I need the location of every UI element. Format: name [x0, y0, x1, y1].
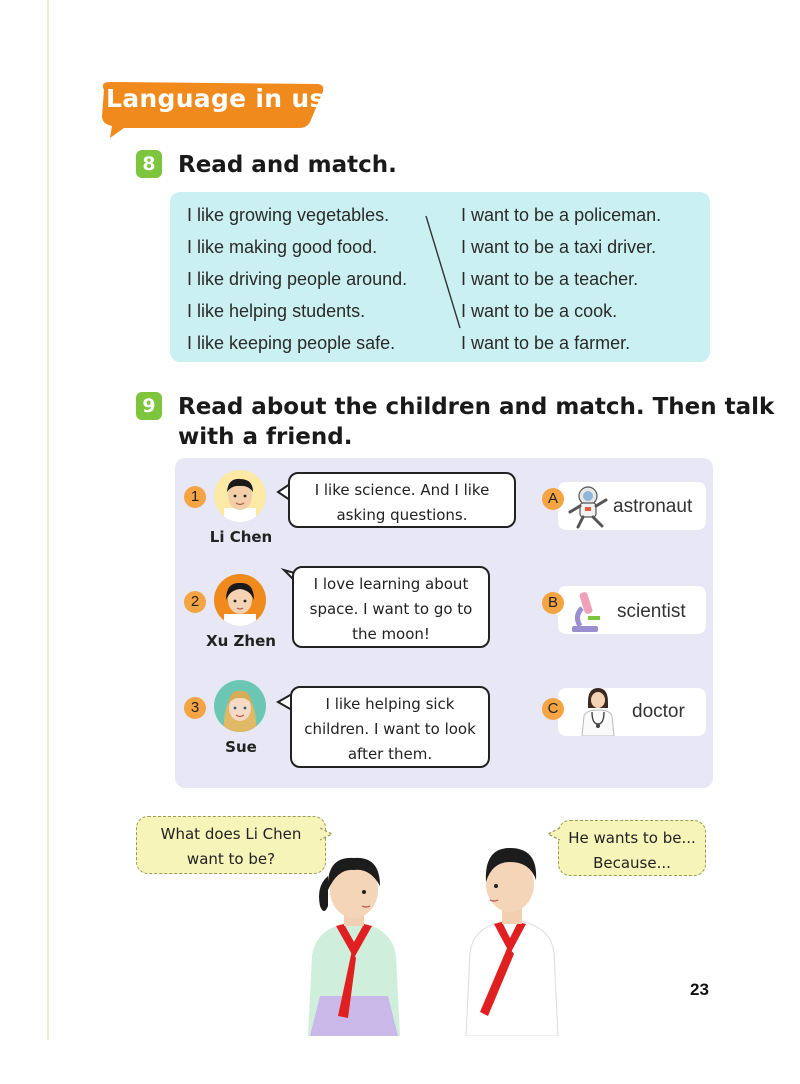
child-avatar — [214, 574, 266, 626]
page-number: 23 — [690, 980, 709, 999]
job-label: scientist — [617, 601, 686, 622]
bubble-line: asking questions. — [336, 506, 468, 524]
bubble-line: He wants to be... — [568, 829, 696, 847]
bubble-line: I love learning about — [313, 575, 469, 593]
match-right-item[interactable]: I want to be a policeman. — [461, 205, 662, 225]
bubble-line: children. I want to look — [304, 720, 476, 738]
job-letter: C — [542, 698, 564, 720]
exercise-9-number: 9 — [136, 392, 162, 420]
girl-blonde-face-icon — [214, 680, 266, 732]
bubble-line: want to be? — [186, 850, 276, 868]
child-number: 1 — [184, 486, 206, 508]
speech-bubble — [290, 686, 490, 768]
job-label: doctor — [632, 701, 685, 722]
girl-face-icon — [214, 574, 266, 626]
exercise-8-title: Read and match. — [178, 152, 397, 178]
match-right-item[interactable]: I want to be a farmer. — [461, 333, 631, 353]
match-left-item[interactable]: I like keeping people safe. — [187, 333, 396, 353]
job-label: astronaut — [613, 496, 693, 517]
child-name: Xu Zhen — [206, 632, 276, 650]
page-margin-line — [47, 0, 49, 1040]
match-left-column — [187, 200, 407, 360]
exercise-9-title-line2: with a friend. — [178, 424, 353, 450]
match-right-item[interactable]: I want to be a taxi driver. — [461, 237, 657, 257]
bubble-line: I like science. And I like — [314, 481, 490, 499]
child-name: Li Chen — [209, 528, 273, 546]
answer-bubble — [558, 820, 706, 876]
bubble-line: Because... — [593, 854, 671, 872]
section-title: Language in use — [106, 84, 342, 113]
job-letter: B — [542, 592, 564, 614]
question-bubble-tail — [318, 826, 336, 844]
bubble-line: I like helping sick — [325, 695, 455, 713]
child-number: 3 — [184, 697, 206, 719]
boy-student-image — [460, 836, 564, 1036]
speech-bubble — [288, 472, 516, 528]
boy-face-icon — [214, 470, 266, 522]
bubble-line: space. I want to go to — [309, 600, 473, 618]
match-left-item[interactable]: I like driving people around. — [187, 269, 408, 289]
exercise-8-number: 8 — [136, 150, 162, 178]
bubble-line: What does Li Chen — [160, 825, 302, 843]
astronaut-icon — [566, 484, 614, 530]
bubble-line: after them. — [347, 745, 433, 763]
match-right-column — [461, 200, 661, 360]
speech-bubble — [292, 566, 490, 648]
exercise-9-title-line1: Read about the children and match. Then talk — [178, 394, 775, 420]
match-right-item[interactable]: I want to be a teacher. — [461, 269, 639, 289]
match-left-item[interactable]: I like making good food. — [187, 237, 378, 257]
microscope-icon — [566, 590, 606, 634]
child-avatar — [214, 680, 266, 732]
child-avatar — [214, 470, 266, 522]
match-left-item[interactable]: I like helping students. — [187, 301, 366, 321]
match-left-item[interactable]: I like growing vegetables. — [187, 205, 390, 225]
child-number: 2 — [184, 591, 206, 613]
job-letter: A — [542, 488, 564, 510]
child-name: Sue — [225, 738, 257, 756]
bubble-line: the moon! — [352, 625, 430, 643]
match-right-item[interactable]: I want to be a cook. — [461, 301, 618, 321]
doctor-icon — [578, 682, 618, 736]
girl-student-image — [298, 846, 410, 1036]
